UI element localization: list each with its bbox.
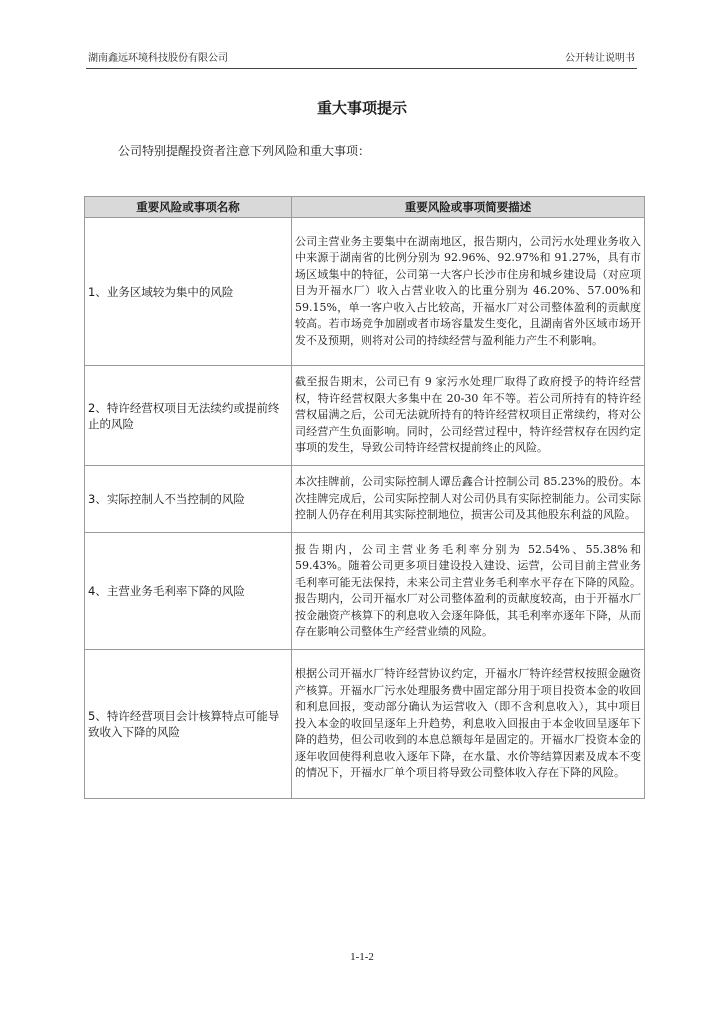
risk-description: 根据公司开福水厂特许经营协议约定，开福水厂特许经营权按照金融资产核算。开福水厂污水处理服务费中固定部分用于项目投资本金的收回和利息回报，变动部分确认为运营收入（即不含利息收入），其中项目投入本金的收回呈逐年上升趋势，利息收入回报由于本金收回呈逐年下降的趋势，但公司收到的本息总额每年是固定的。开福水厂投资本金的逐年收回使得利息收入逐年下降，在水量、水价等结算因素及成本不变的情况下，开福水厂单个项目将导致公司整体收入存在下降的风险。	[292, 650, 645, 799]
risk-name: 2、特许经营权项目无法续约或提前终止的风险	[85, 366, 292, 466]
risk-name: 5、特许经营项目会计核算特点可能导致收入下降的风险	[85, 650, 292, 799]
risk-description: 报告期内，公司主营业务毛利率分别为 52.54%、55.38%和 59.43%。随着公司更多项目建设投入建设、运营，公司目前主营业务毛利率可能无法保持，未来公司主营业务毛利率水平存在下降的风险。报告期内，公司开福水厂对公司整体盈利的贡献度较高，由于开福水厂按金融资产核算下的利息收入会逐年降低，其毛利率亦逐年下降，从而存在影响公司整体生产经营业绩的风险。	[292, 533, 645, 650]
header-doc-type: 公开转让说明书	[565, 53, 635, 64]
risk-name: 1、业务区域较为集中的风险	[85, 218, 292, 366]
risk-description: 公司主营业务主要集中在湖南地区，报告期内，公司污水处理业务收入中来源于湖南省的比例分别为 92.96%、92.97%和 91.27%，具有市场区域集中的特征，公司第一大客户长沙市住房和城乡建设局（对应项目为开福水厂）收入占营业收入的比重分别为 46.20%、57.00%和 59.15%，单一客户收入占比较高，开福水厂对公司整体盈利的贡献度较高。若市场竞争加剧或者市场容量发生变化，且湖南省外区域市场开发不及预期，则将对公司的持续经营与盈利能力产生不利影响。	[292, 218, 645, 366]
header-company: 湖南鑫远环境科技股份有限公司	[88, 53, 228, 64]
table-row	[85, 366, 645, 466]
risk-name: 3、实际控制人不当控制的风险	[85, 466, 292, 533]
risk-description: 本次挂牌前，公司实际控制人谭岳鑫合计控制公司 85.23%的股份。本次挂牌完成后，公司实际控制人对公司仍具有实际控制能力。公司实际控制人仍存在利用其实际控制地位，损害公司及其他股东利益的风险。	[292, 466, 645, 533]
risk-table	[84, 196, 645, 799]
table-row	[85, 650, 645, 799]
table-row	[85, 533, 645, 650]
page-header	[86, 52, 637, 69]
risk-description: 截至报告期末，公司已有 9 家污水处理厂取得了政府授予的特许经营权，特许经营权限大多集中在 20-30 年不等。若公司所持有的特许经营权届满之后，公司无法就所持有的特许经营权项目正常续约，将对公司经营产生负面影响。同时，公司经营过程中，特许经营权存在因约定事项的发生，导致公司特许经营权提前终止的风险。	[292, 366, 645, 466]
table-row	[85, 466, 645, 533]
page-title: 重大事项提示	[316, 99, 407, 117]
page-number: 1-1-2	[350, 951, 374, 963]
intro-text: 公司特别提醒投资者注意下列风险和重大事项：	[118, 144, 371, 158]
column-header-desc: 重要风险或事项简要描述	[292, 197, 645, 218]
table-row	[85, 218, 645, 366]
column-header-name: 重要风险或事项名称	[85, 197, 292, 218]
table-header-row	[85, 197, 645, 218]
risk-name: 4、主营业务毛利率下降的风险	[85, 533, 292, 650]
